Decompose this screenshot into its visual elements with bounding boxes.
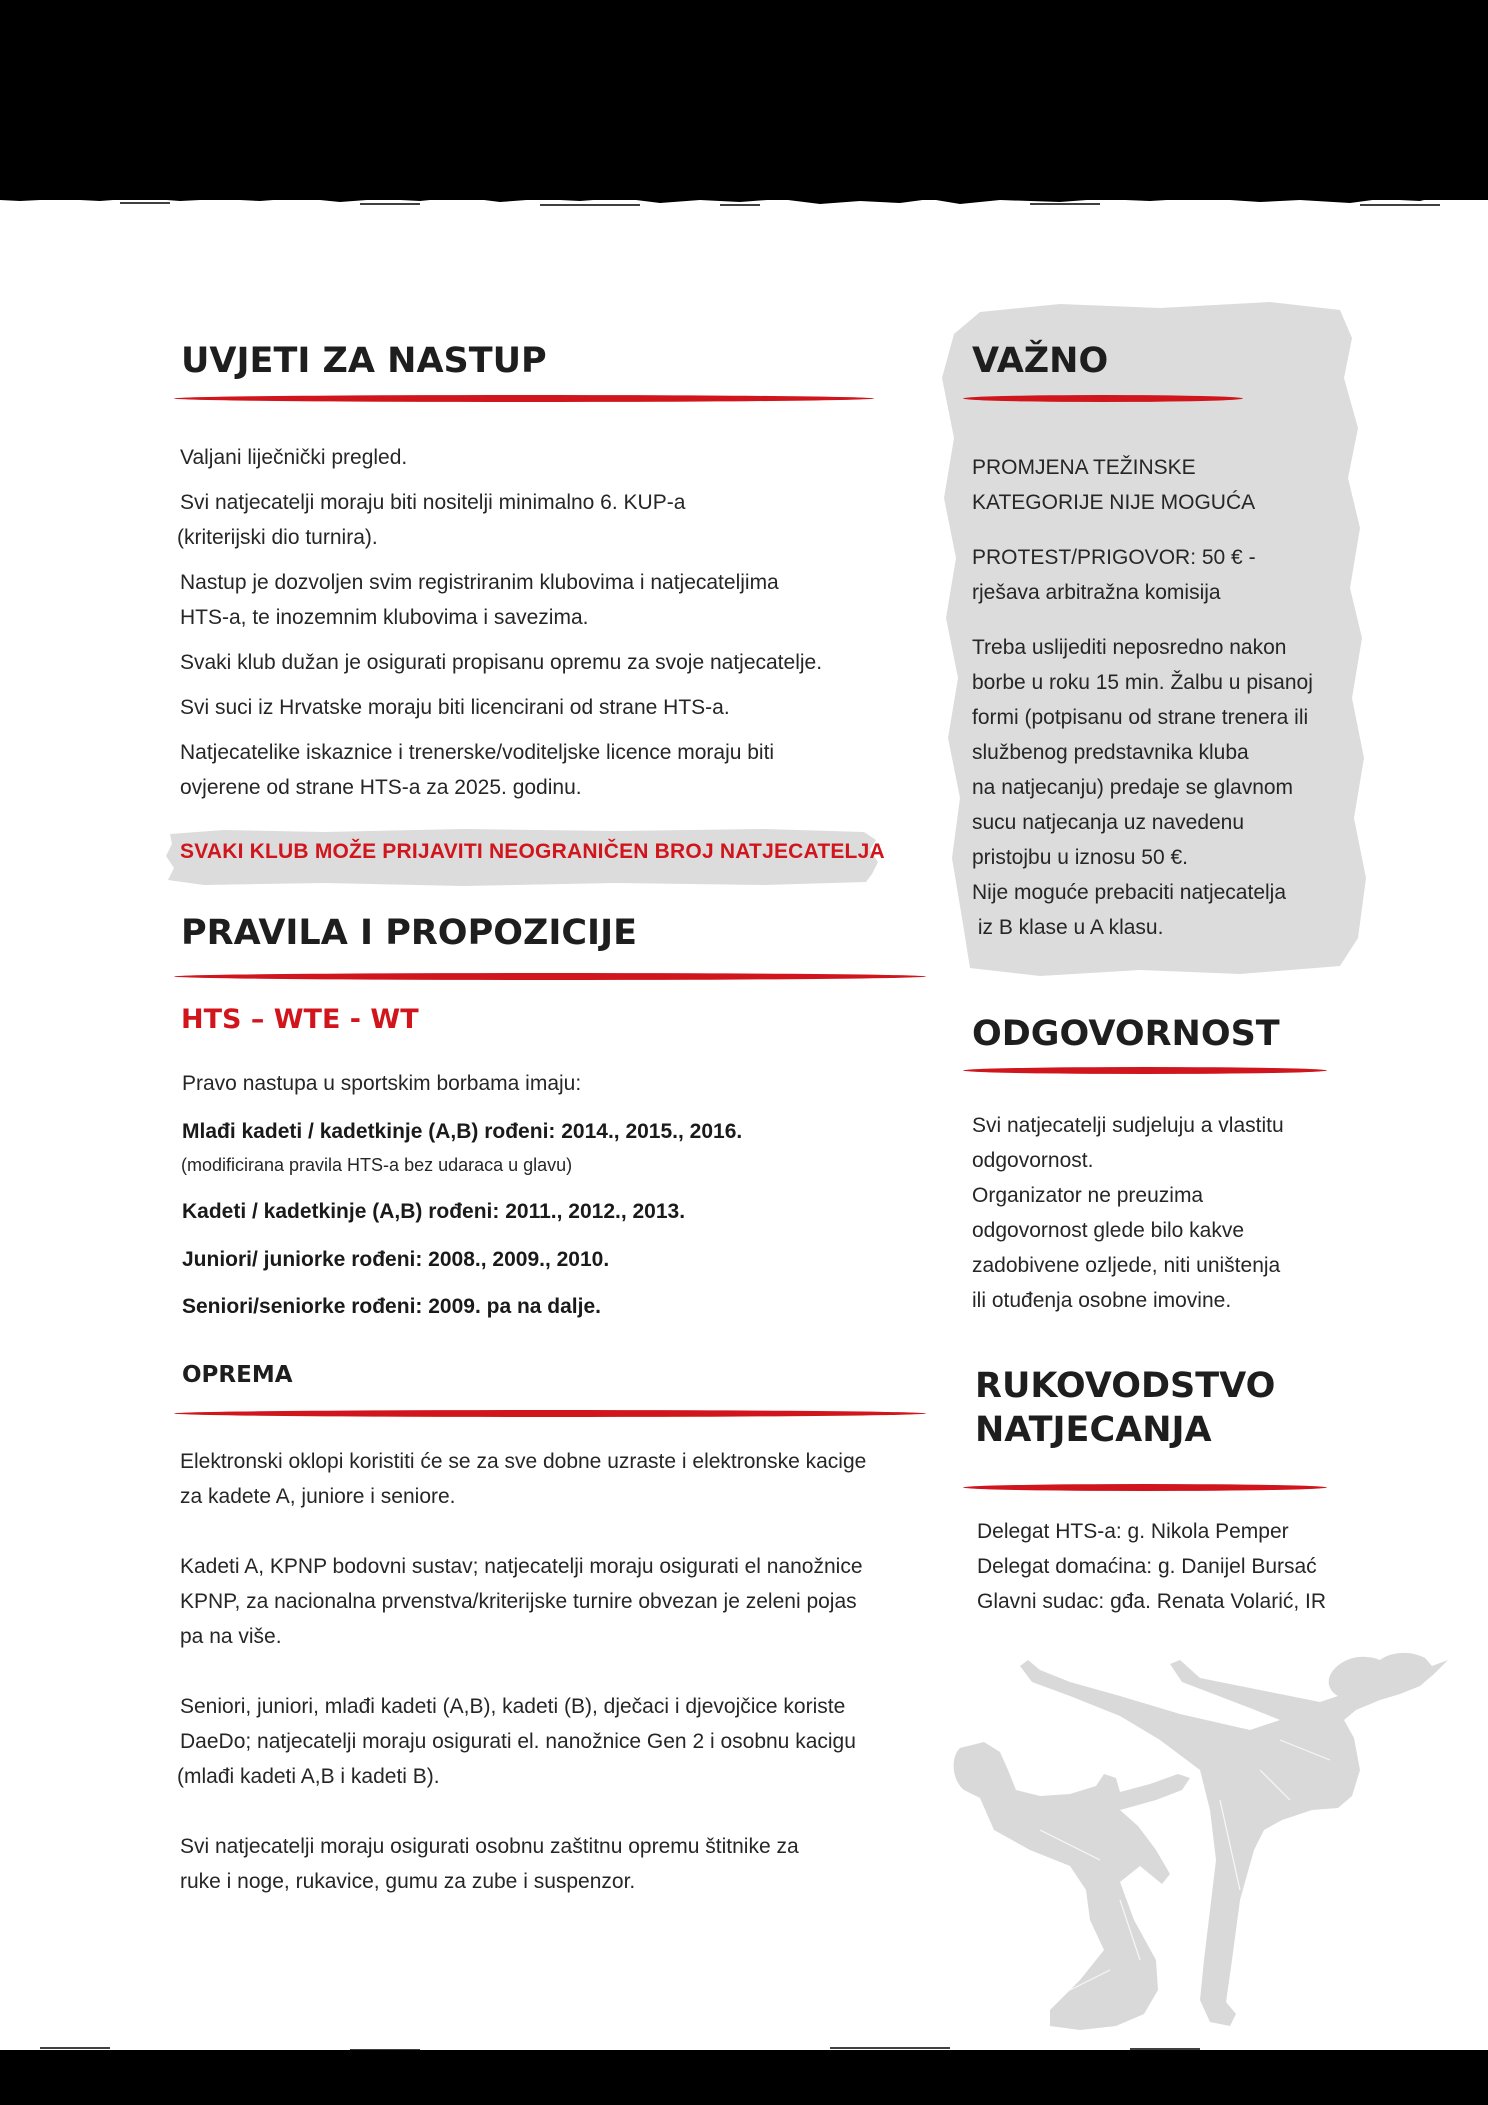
odgovornost-line: ili otuđenja osobne imovine. [972,1289,1232,1312]
section-underline [174,395,874,402]
oprema-line: (mlađi kadeti A,B i kadeti B). [177,1765,440,1788]
vazno-line: PROTEST/PRIGOVOR: 50 € - [972,546,1256,569]
uvjeti-line: Valjani liječnički pregled. [180,446,408,469]
uvjeti-line: Svi suci iz Hrvatske moraju biti licencirani od strane HTS-a. [180,696,730,719]
section-title-vazno: VAŽNO [972,341,1109,381]
section-underline [963,1067,1327,1074]
official-line: Delegat domaćina: g. Danijel Bursać [977,1555,1317,1578]
section-title-rukovodstvo-line2: NATJECANJA [975,1410,1212,1450]
section-underline [963,1484,1327,1491]
uvjeti-line: Svaki klub dužan je osigurati propisanu opremu za svoje natjecatelje. [180,651,823,674]
category-item: Kadeti / kadetkinje (A,B) rođeni: 2011., 2012., 2013. [182,1200,686,1223]
vazno-line: pristojbu u iznosu 50 €. [972,846,1188,869]
oprema-line: Kadeti A, KPNP bodovni sustav; natjecatelji moraju osigurati el nanožnice [180,1555,863,1578]
vazno-line: KATEGORIJE NIJE MOGUĆA [972,491,1256,514]
section-title-pravila: PRAVILA I PROPOZICIJE [181,913,638,953]
section-title-odgovornost: ODGOVORNOST [972,1014,1280,1054]
uvjeti-line: HTS-a, te inozemnim klubovima i savezima. [180,606,589,629]
odgovornost-line: Organizator ne preuzima [972,1184,1204,1207]
vazno-line: sucu natjecanja uz navedenu [972,811,1245,834]
taekwondo-fighters-silhouette-icon [920,1630,1460,2050]
section-underline [174,1410,926,1417]
vazno-line: Treba uslijediti neposredno nakon [972,636,1287,659]
vazno-line: formi (potpisanu od strane trenera ili [972,706,1309,729]
uvjeti-line: Nastup je dozvoljen svim registriranim klubovima i natjecateljima [180,571,779,594]
top-band-ragged-edge [0,170,1488,210]
odgovornost-line: odgovornost. [972,1149,1094,1172]
category-item: Juniori/ juniorke rođeni: 2008., 2009., 2010. [182,1248,610,1271]
odgovornost-line: Svi natjecatelji sudjeluju a vlastitu [972,1114,1284,1137]
oprema-line: pa na više. [180,1625,282,1648]
official-line: Glavni sudac: gđa. Renata Volarić, IR [977,1590,1327,1613]
section-title-rukovodstvo: RUKOVODSTVO [975,1366,1276,1406]
category-item: Mlađi kadeti / kadetkinje (A,B) rođeni: 2014., 2015., 2016. [182,1120,743,1143]
rules-intro: Pravo nastupa u sportskim borbama imaju: [182,1072,582,1095]
section-underline [174,973,926,980]
vazno-line: na natjecanju) predaje se glavnom [972,776,1294,799]
oprema-line: Svi natjecatelji moraju osigurati osobnu zaštitnu opremu štitnike za [180,1835,799,1858]
vazno-line: rješava arbitražna komisija [972,581,1221,604]
oprema-line: KPNP, za nacionalna prvenstva/kriterijske turnire obvezan je zeleni pojas [180,1590,857,1613]
section-title-uvjeti: UVJETI ZA NASTUP [181,341,547,381]
category-note: (modificirana pravila HTS-a bez udaraca u glavu) [181,1155,573,1175]
uvjeti-line: Svi natjecatelji moraju biti nositelji minimalno 6. KUP-a [180,491,686,514]
vazno-line: PROMJENA TEŽINSKE [972,456,1196,479]
oprema-line: ruke i noge, rukavice, gumu za zube i suspenzor. [180,1870,636,1893]
uvjeti-line: ovjerene od strane HTS-a za 2025. godinu. [180,776,582,799]
vazno-line: službenog predstavnika kluba [972,741,1249,764]
uvjeti-line: Natjecatelike iskaznice i trenerske/voditeljske licence moraju biti [180,741,775,764]
odgovornost-line: zadobivene ozljede, niti uništenja [972,1254,1281,1277]
vazno-line: Nije moguće prebaciti natjecatelja [972,881,1287,904]
oprema-line: za kadete A, juniore i seniore. [180,1485,456,1508]
uvjeti-line: (kriterijski dio turnira). [177,526,378,549]
unlimited-entries-banner: SVAKI KLUB MOŽE PRIJAVITI NEOGRANIČEN BROJ NATJECATELJA [180,840,885,863]
category-item: Seniori/seniorke rođeni: 2009. pa na dalje. [182,1295,601,1318]
vazno-line: borbe u roku 15 min. Žalbu u pisanoj [972,671,1313,694]
oprema-line: Elektronski oklopi koristiti će se za sve dobne uzraste i elektronske kacige [180,1450,867,1473]
section-underline [963,395,1243,402]
section-title-oprema: OPREMA [182,1362,293,1388]
bottom-black-band [0,2050,1488,2105]
rules-subtitle: HTS – WTE - WT [181,1004,419,1035]
oprema-line: DaeDo; natjecatelji moraju osigurati el. nanožnice Gen 2 i osobnu kacigu [180,1730,856,1753]
odgovornost-line: odgovornost glede bilo kakve [972,1219,1245,1242]
oprema-line: Seniori, juniori, mlađi kadeti (A,B), kadeti (B), dječaci i djevojčice koriste [180,1695,846,1718]
official-line: Delegat HTS-a: g. Nikola Pemper [977,1520,1289,1543]
vazno-line: iz B klase u A klasu. [972,916,1164,939]
